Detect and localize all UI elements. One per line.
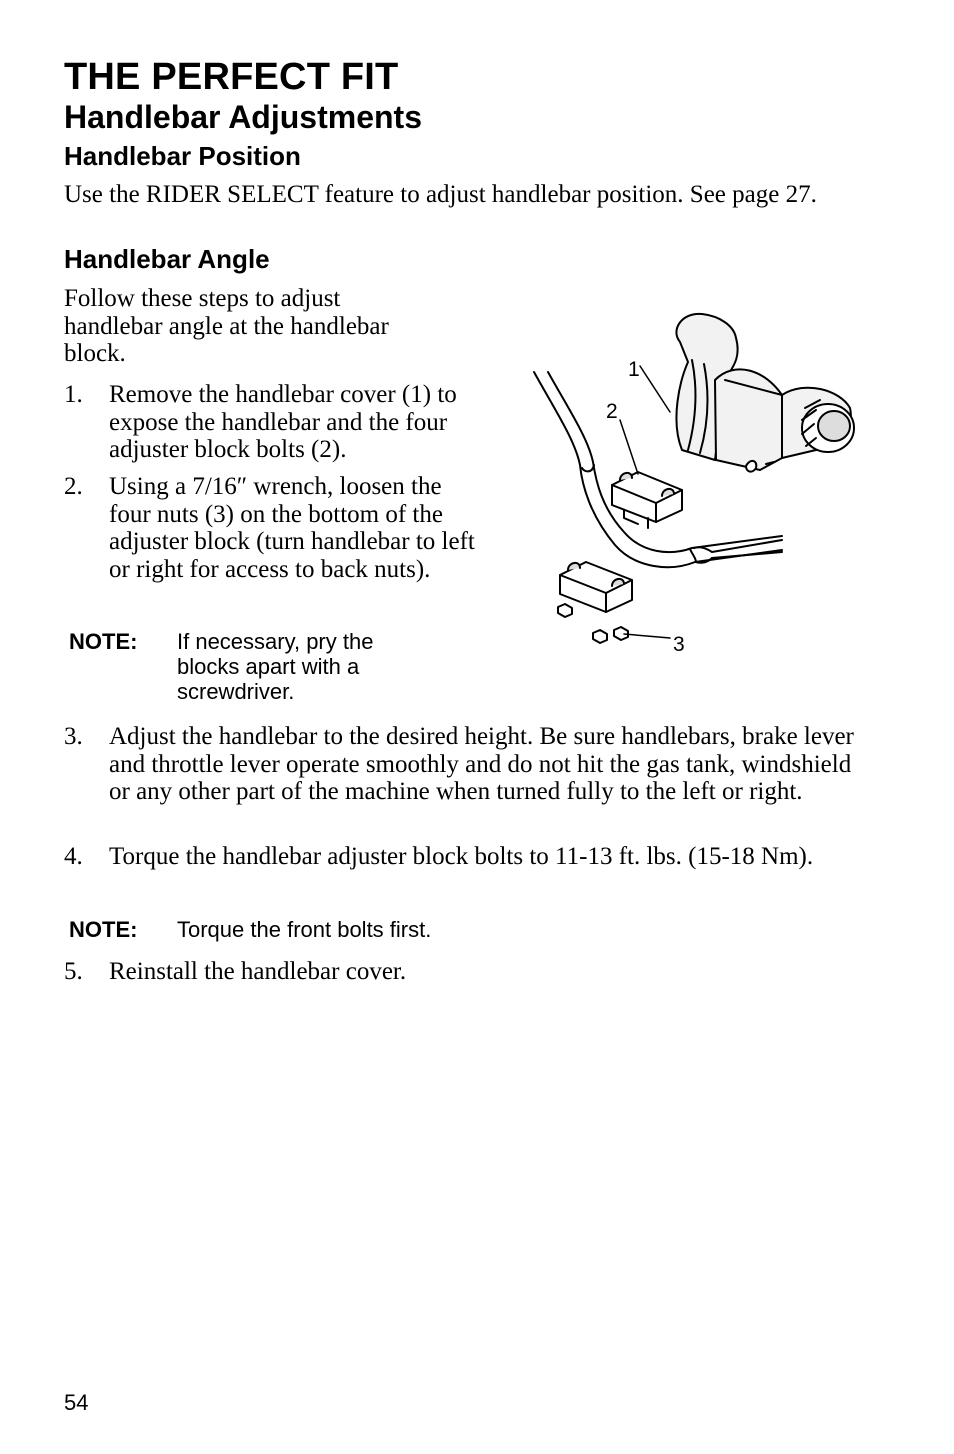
step-text: Torque the handlebar adjuster block bolts to 11-13 ft. lbs. (15-18 Nm). — [109, 843, 814, 870]
note-label: NOTE: — [69, 917, 138, 942]
step-number: 5. — [64, 958, 83, 985]
step-number: 1. — [64, 381, 83, 408]
callout-1: 1 — [628, 358, 640, 381]
step-number: 3. — [64, 723, 83, 750]
note-pry-blocks — [69, 629, 429, 707]
leader-line-2 — [620, 420, 638, 474]
step-3 — [64, 723, 864, 835]
angle-intro-paragraph: Follow these steps to adjust handlebar angle at the handlebar block. — [64, 285, 389, 367]
handlebar-diagram — [520, 300, 880, 670]
lower-adjuster-block — [560, 562, 632, 612]
step-5 — [64, 958, 664, 988]
leader-line-3 — [624, 634, 670, 638]
note-torque-front — [69, 917, 569, 945]
section-heading: Handlebar Adjustments — [64, 99, 422, 135]
page-title: THE PERFECT FIT — [64, 56, 399, 98]
note-text: If necessary, pry the blocks apart with a screwdriver. — [177, 629, 374, 704]
step-1 — [64, 381, 504, 466]
subheading-handlebar-angle: Handlebar Angle — [64, 244, 270, 274]
note-label: NOTE: — [69, 629, 138, 654]
upper-adjuster-block — [612, 472, 682, 528]
subheading-handlebar-position: Handlebar Position — [64, 141, 301, 171]
handlebar-illustration — [520, 300, 880, 670]
step-2 — [64, 473, 504, 613]
position-paragraph: Use the RIDER SELECT feature to adjust handlebar position. See page 27. — [64, 181, 817, 208]
callout-2: 2 — [606, 400, 618, 423]
step-number: 4. — [64, 843, 83, 870]
step-text: Remove the handlebar cover (1) to expose the handlebar and the four adjuster block bolts (2). — [109, 381, 457, 463]
step-text: Reinstall the handlebar cover. — [109, 958, 407, 985]
step-4 — [64, 843, 864, 899]
note-text: Torque the front bolts first. — [177, 917, 432, 942]
page-number: 54 — [64, 1390, 89, 1415]
callout-3: 3 — [673, 633, 685, 656]
step-text: Using a 7/16″ wrench, loosen the four nuts (3) on the bottom of the adjuster block (turn handlebar to left or right for access to back nuts). — [109, 473, 475, 583]
step-text: Adjust the handlebar to the desired height. Be sure handlebars, brake lever and throttle lever operate smoothly and do not hit the gas tank, windshield or any other part of the machine when turned fully to the left or right. — [109, 723, 854, 805]
nuts — [558, 604, 628, 643]
step-number: 2. — [64, 473, 83, 500]
leader-line-1 — [640, 366, 670, 412]
